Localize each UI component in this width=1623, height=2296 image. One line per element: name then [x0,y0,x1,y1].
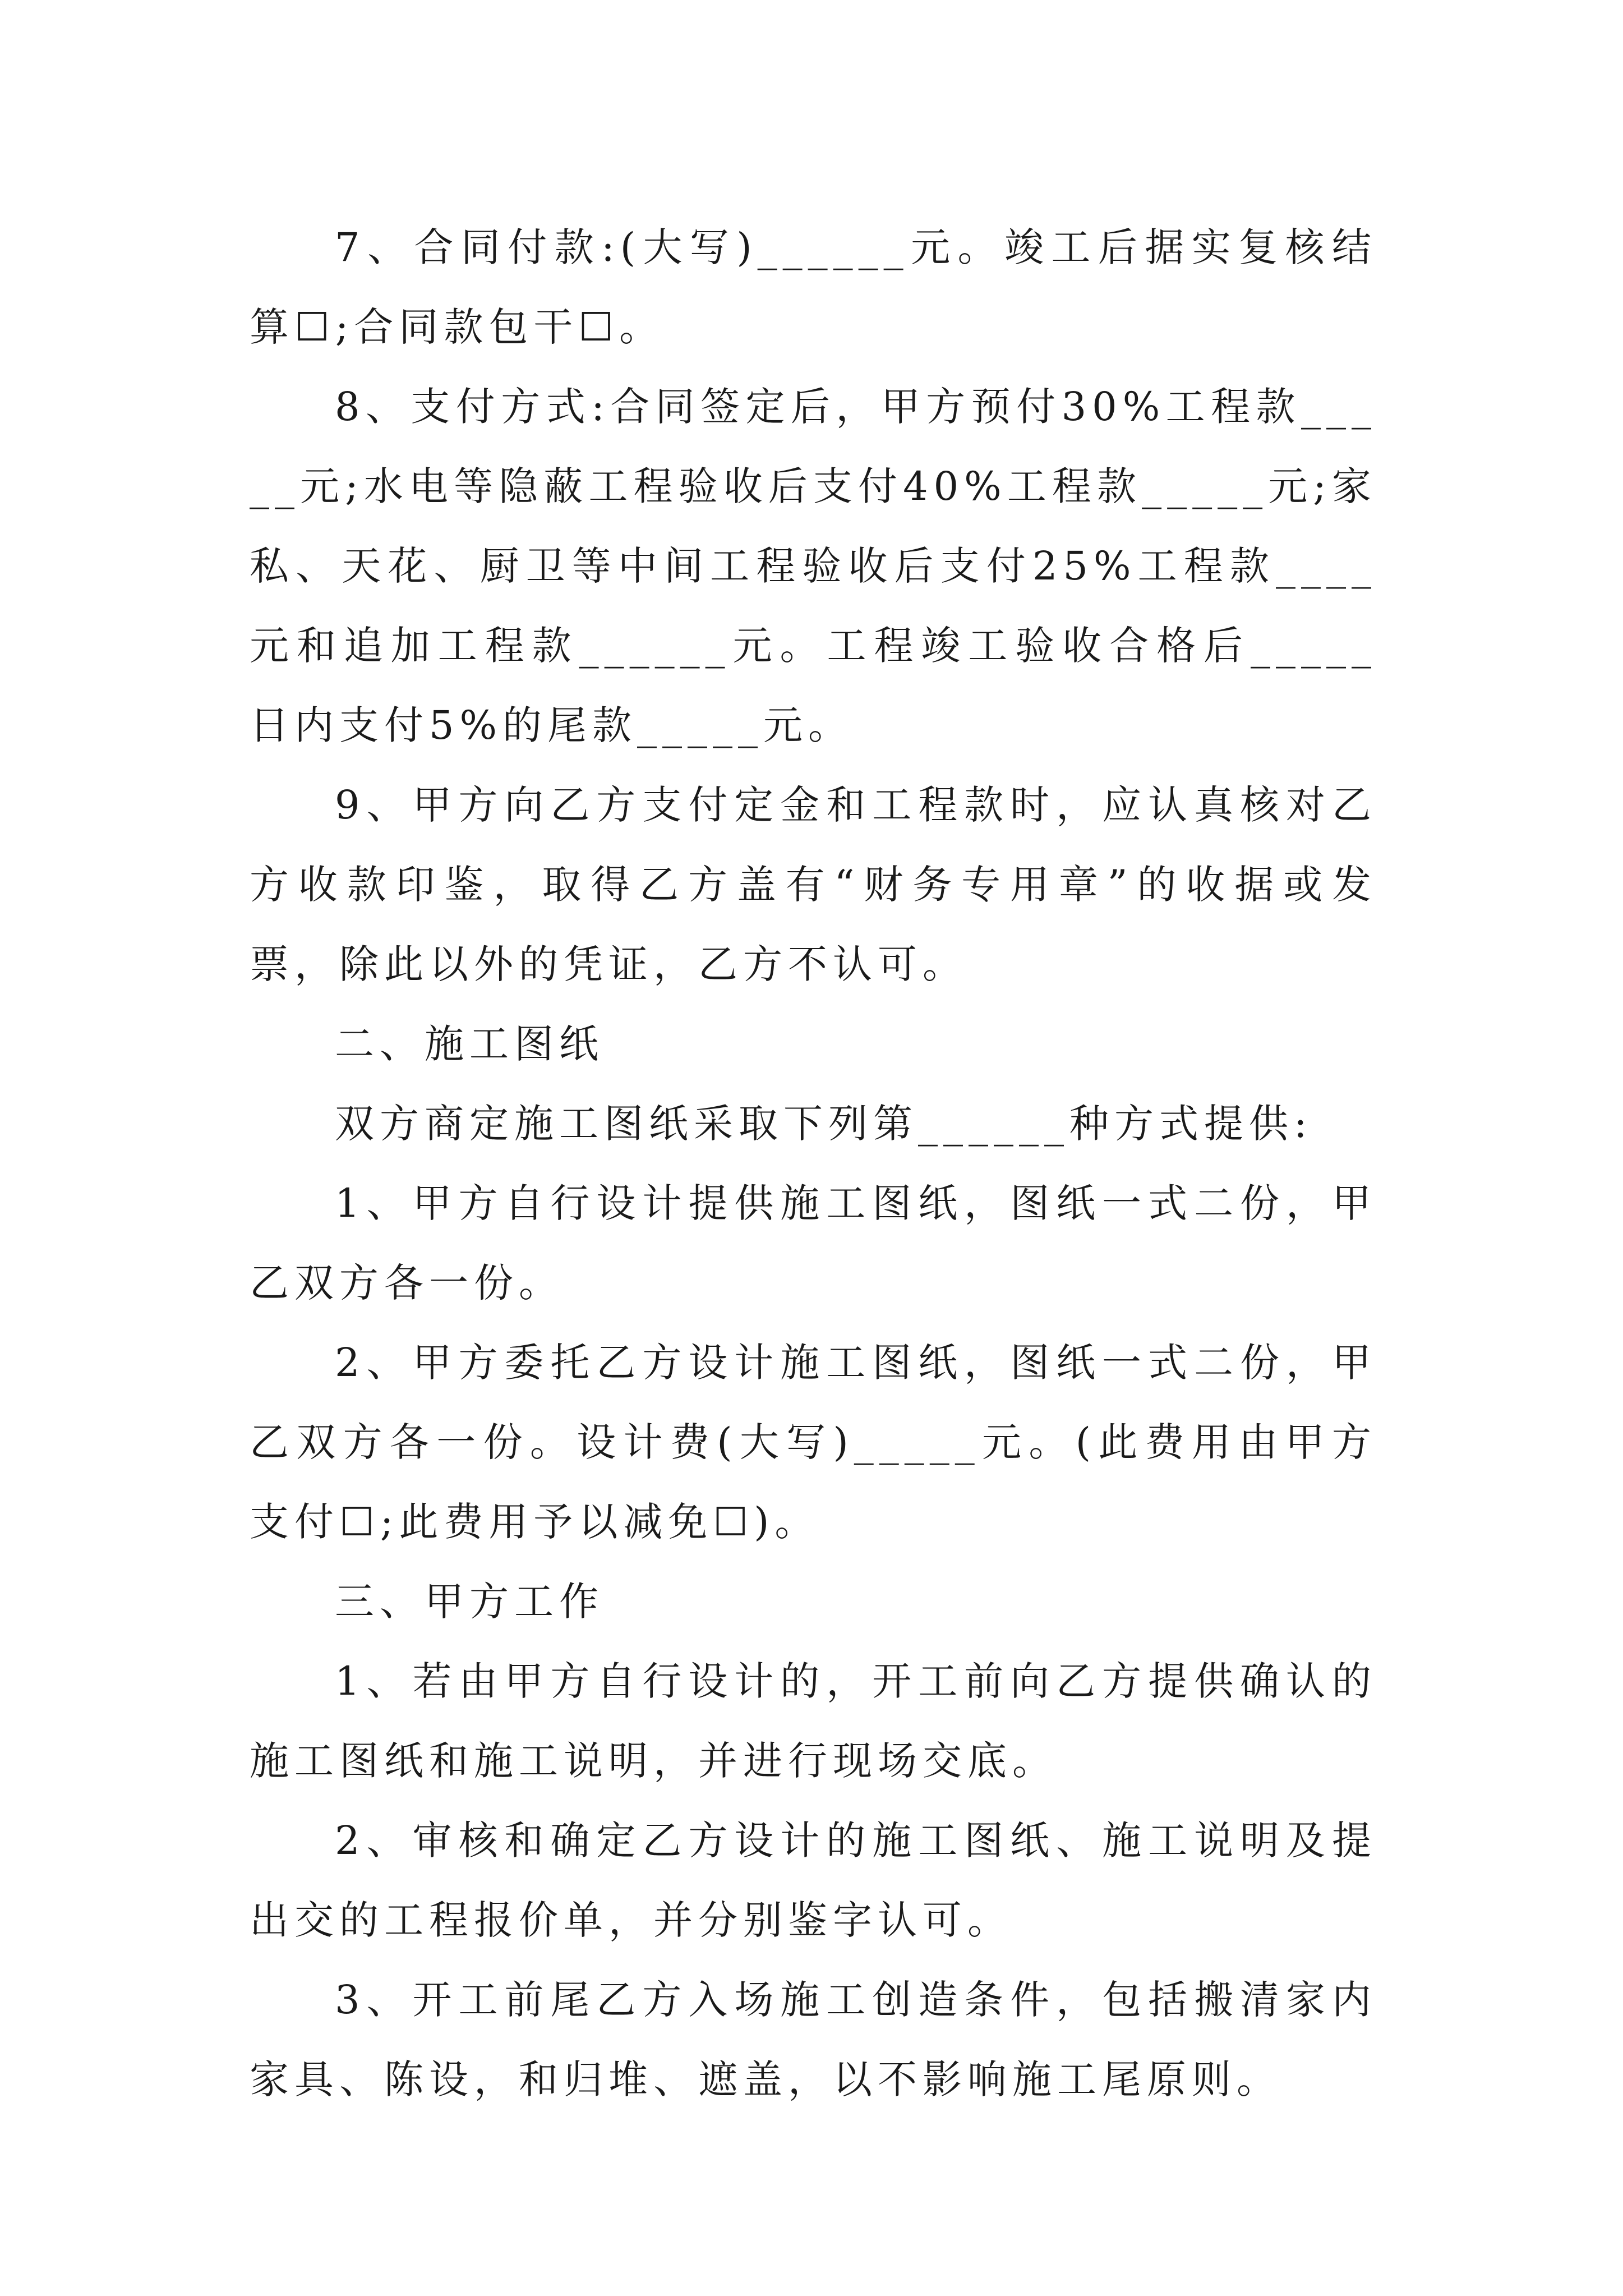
paragraph-party-a-work-2: 2、审核和确定乙方设计的施工图纸、施工说明及提出交的工程报价单，并分别鉴字认可。 [250,1818,1377,1943]
paragraph-drawings-method: 双方商定施工图纸采取下列第______种方式提供: [335,1101,1313,1147]
paragraph-drawings-option-2: 2、甲方委托乙方设计施工图纸，图纸一式二份，甲乙双方各一份。设计费(大写)_____元。(此费用由甲方支付☐;此费用予以减免☐)。 [250,1340,1377,1545]
paragraph-contract-payment: 7、合同付款:(大写)______元。竣工后据实复核结算☐;合同款包干☐。 [250,224,1377,350]
section-heading-drawings: 二、施工图纸 [335,1021,604,1067]
paragraph-party-a-work-1: 1、若由甲方自行设计的，开工前向乙方提供确认的施工图纸和施工说明，并进行现场交底。 [250,1658,1377,1784]
paragraph-party-a-work-3: 3、开工前尾乙方入场施工创造条件，包括搬清家内家具、陈设，和归堆、遮盖，以不影响施工尾原则。 [250,1977,1377,2102]
paragraph-payment-method: 8、支付方式:合同签定后，甲方预付30%工程款_____元;水电等隐蔽工程验收后支付40%工程款_____元;家私、天花、厨卫等中间工程验收后支付25%工程款____元和追加工程款______元。工程竣工验收合格后_____日内支付5%的尾款_____元。 [250,384,1377,748]
paragraph-payment-verification: 9、甲方向乙方支付定金和工程款时，应认真核对乙方收款印鉴，取得乙方盖有“财务专用章”的收据或发票，除此以外的凭证，乙方不认可。 [250,782,1377,987]
section-heading-party-a-work: 三、甲方工作 [335,1579,604,1625]
paragraph-drawings-option-1: 1、甲方自行设计提供施工图纸，图纸一式二份，甲乙双方各一份。 [250,1180,1377,1306]
document-page [250,208,1377,2119]
